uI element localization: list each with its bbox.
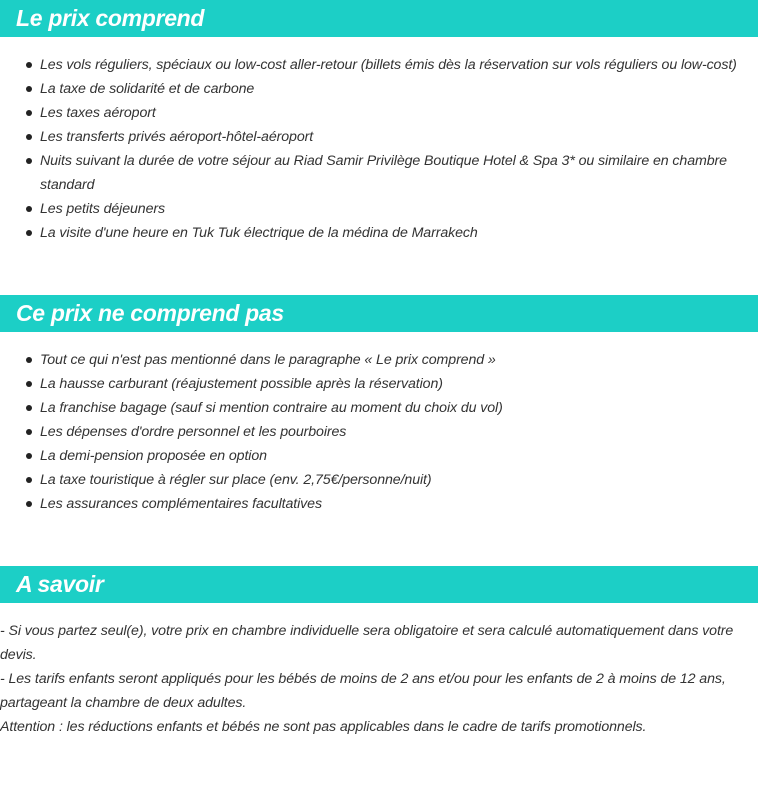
- bullet-icon: [26, 453, 32, 459]
- list-item: Les petits déjeuners: [0, 197, 758, 221]
- list-item: Les transferts privés aéroport-hôtel-aéroport: [0, 125, 758, 149]
- bullet-icon: [26, 206, 32, 212]
- bullet-icon: [26, 230, 32, 236]
- info-title: A savoir: [16, 571, 104, 597]
- list-item: La taxe de solidarité et de carbone: [0, 77, 758, 101]
- bullet-icon: [26, 381, 32, 387]
- list-item: La hausse carburant (réajustement possible après la réservation): [0, 372, 758, 396]
- bullet-icon: [26, 429, 32, 435]
- excludes-title: Ce prix ne comprend pas: [16, 300, 284, 326]
- bullet-icon: [26, 86, 32, 92]
- bullet-icon: [26, 477, 32, 483]
- excludes-header: [0, 295, 758, 332]
- list-item: Les assurances complémentaires facultatives: [0, 492, 758, 516]
- info-body: [0, 619, 758, 739]
- list-item: Tout ce qui n'est pas mentionné dans le paragraphe « Le prix comprend »: [0, 348, 758, 372]
- list-item: La franchise bagage (sauf si mention contraire au moment du choix du vol): [0, 396, 758, 420]
- list-item: Les vols réguliers, spéciaux ou low-cost aller-retour (billets émis dès la réservation sur vols réguliers ou low-cost): [0, 53, 758, 77]
- list-item: La demi-pension proposée en option: [0, 444, 758, 468]
- list-item: Les taxes aéroport: [0, 101, 758, 125]
- includes-title: Le prix comprend: [16, 5, 205, 31]
- bullet-icon: [26, 110, 32, 116]
- list-item: Nuits suivant la durée de votre séjour au Riad Samir Privilège Boutique Hotel & Spa 3* ou similaire en chambre standard: [0, 149, 758, 197]
- info-paragraph: Attention : les réductions enfants et bébés ne sont pas applicables dans le cadre de tarifs promotionnels.: [0, 719, 647, 735]
- info-paragraph: - Les tarifs enfants seront appliqués pour les bébés de moins de 2 ans et/ou pour les enfants de 2 à moins de 12 ans, partageant la chambre de deux adultes.: [0, 671, 726, 711]
- info-paragraph: - Si vous partez seul(e), votre prix en chambre individuelle sera obligatoire et sera calculé automatiquement dans votre devis.: [0, 623, 734, 663]
- includes-header: [0, 0, 758, 37]
- info-header: [0, 566, 758, 603]
- list-item: La visite d'une heure en Tuk Tuk électrique de la médina de Marrakech: [0, 221, 758, 245]
- bullet-icon: [26, 62, 32, 68]
- list-item: Les dépenses d'ordre personnel et les pourboires: [0, 420, 758, 444]
- bullet-icon: [26, 501, 32, 507]
- excludes-list: [0, 348, 758, 516]
- bullet-icon: [26, 158, 32, 164]
- includes-list: [0, 53, 758, 245]
- list-item: La taxe touristique à régler sur place (env. 2,75€/personne/nuit): [0, 468, 758, 492]
- bullet-icon: [26, 134, 32, 140]
- bullet-icon: [26, 357, 32, 363]
- bullet-icon: [26, 405, 32, 411]
